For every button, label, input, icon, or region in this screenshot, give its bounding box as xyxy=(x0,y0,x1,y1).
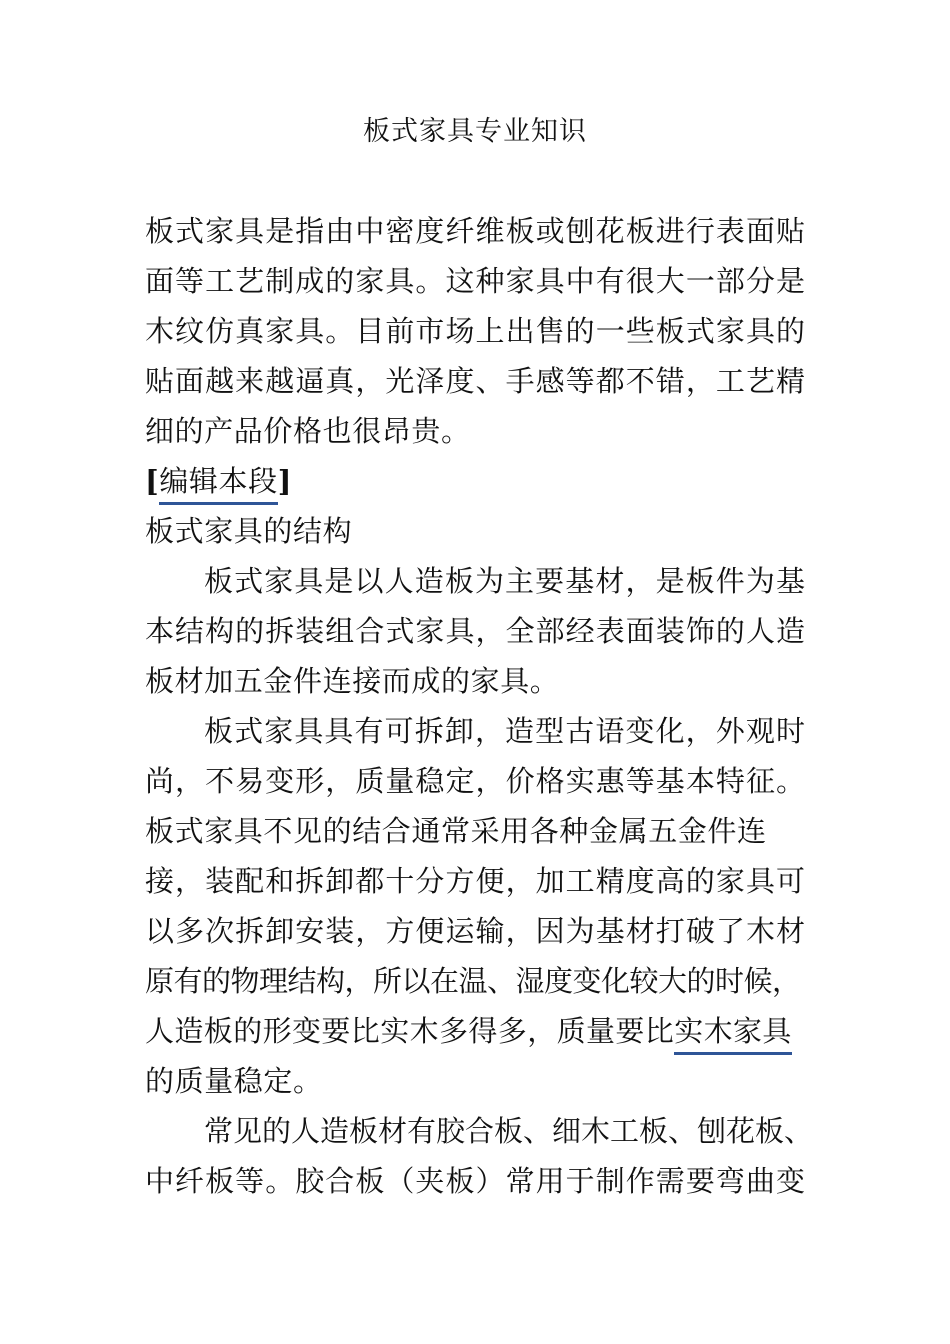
para1-line-2: 本结构的拆装组合式家具，全部经表面装饰的人造 xyxy=(145,614,805,648)
edit-section-link-row xyxy=(145,461,292,501)
intro-line-2: 面等工艺制成的家具。这种家具中有很大一部分是 xyxy=(145,264,805,298)
para2-line-3: 板式家具不见的结合通常采用各种金属五金件连 xyxy=(145,814,767,848)
para2-line-7-text: 人造板的形变要比实木多得多，质量要比 xyxy=(145,1014,675,1048)
intro-line-3: 木纹仿真家具。目前市场上出售的一些板式家具的 xyxy=(145,314,805,348)
para1-line-3: 板材加五金件连接而成的家具。 xyxy=(145,664,560,698)
intro-line-4: 贴面越来越逼真，光泽度、手感等都不错，工艺精 xyxy=(145,364,805,398)
document-title: 板式家具专业知识 xyxy=(363,116,587,147)
section-heading: 板式家具的结构 xyxy=(145,514,353,548)
para2-line-8: 的质量稳定。 xyxy=(145,1064,323,1098)
intro-line-5: 细的产品价格也很昂贵。 xyxy=(145,414,471,448)
edit-section-link[interactable]: 编辑本段 xyxy=(159,464,277,505)
para1-line-1: 板式家具是以人造板为主要基材，是板件为基 xyxy=(204,564,805,598)
intro-line-1: 板式家具是指由中密度纤维板或刨花板进行表面贴 xyxy=(145,214,805,248)
para2-line-2: 尚，不易变形，质量稳定，价格实惠等基本特征。 xyxy=(145,764,805,798)
edit-link-close-bracket: ] xyxy=(277,464,293,498)
para2-line-5: 以多次拆卸安装，方便运输，因为基材打破了木材 xyxy=(145,914,805,948)
para3-line-2: 中纤板等。胶合板（夹板）常用于制作需要弯曲变 xyxy=(145,1164,805,1198)
edit-link-open-bracket: [ xyxy=(145,464,160,498)
solid-wood-furniture-link[interactable]: 实木家具 xyxy=(674,1014,792,1055)
para3-line-1: 常见的人造板材有胶合板、细木工板、刨花板、 xyxy=(204,1114,814,1148)
para2-line-1: 板式家具具有可拆卸，造型古语变化，外观时 xyxy=(204,714,805,748)
para2-line-6: 原有的物理结构，所以在温、湿度变化较大的时候， xyxy=(145,964,801,998)
para2-line-4: 接，装配和拆卸都十分方便，加工精度高的家具可 xyxy=(145,864,805,898)
para2-line-7 xyxy=(145,1011,792,1051)
